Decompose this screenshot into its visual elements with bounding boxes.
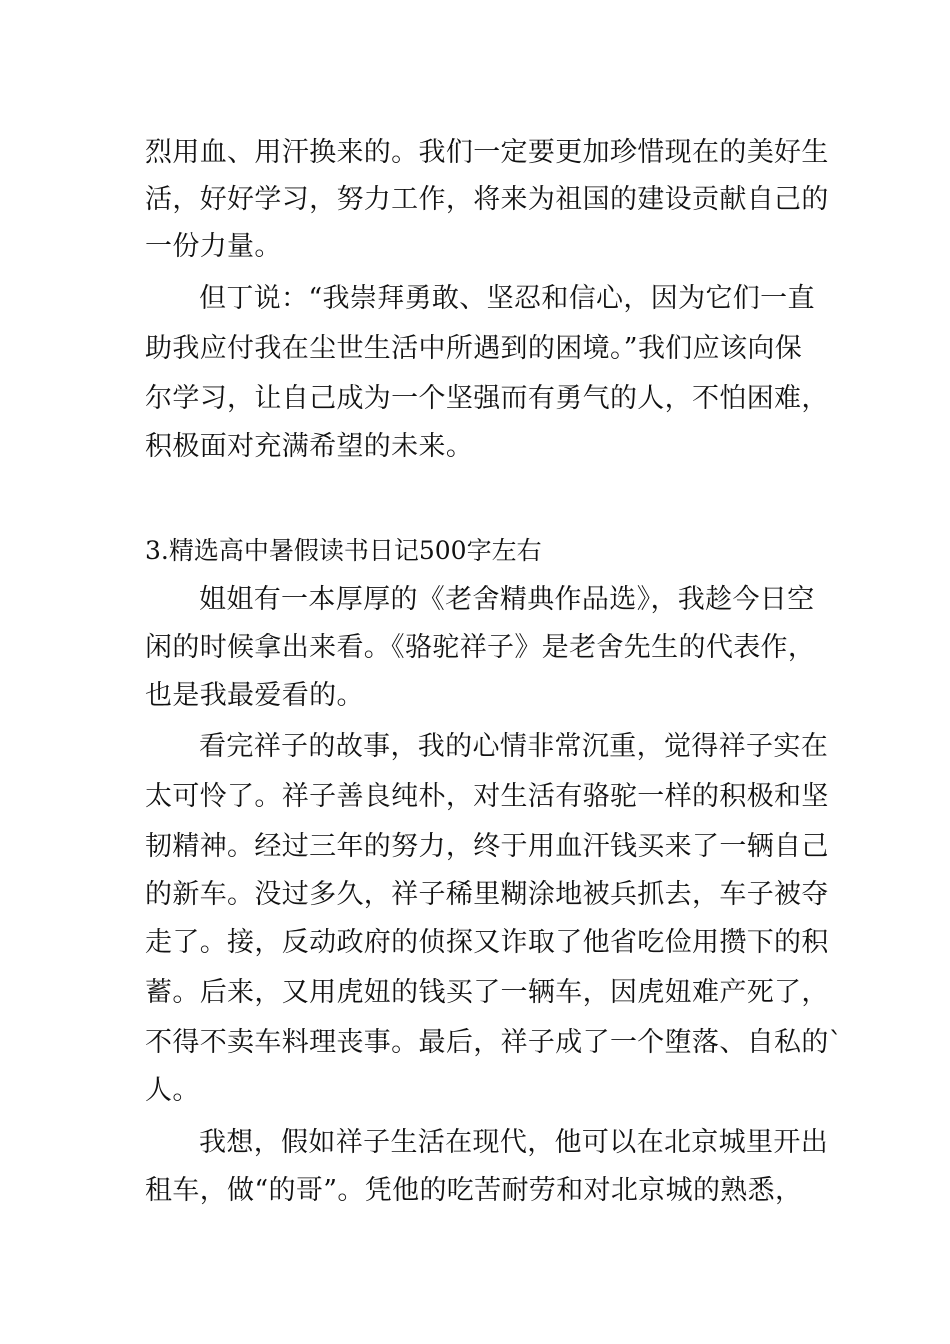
- text-line: 但丁说：“我崇拜勇敢、坚忍和信心，因为它们一直: [199, 283, 815, 314]
- text-line: 韧精神。经过三年的努力，终于用血汗钱买来了一辆自己: [145, 831, 829, 862]
- text-line: 活，好好学习，努力工作，将来为祖国的建设贡献自己的: [145, 184, 829, 215]
- section-heading: 3.精选高中暑假读书日记500字左右: [145, 536, 542, 565]
- text-line: 太可怜了。祥子善良纯朴，对生活有骆驼一样的积极和坚: [145, 781, 829, 812]
- text-line: 不得不卖车料理丧事。最后，祥子成了一个堕落、自私的`: [145, 1027, 843, 1058]
- text-line: 我想，假如祥子生活在现代，他可以在北京城里开出: [199, 1127, 829, 1158]
- text-line: 看完祥子的故事，我的心情非常沉重，觉得祥子实在: [199, 731, 829, 762]
- text-line: 尔学习，让自己成为一个坚强而有勇气的人，不怕困难，: [145, 383, 829, 414]
- text-line: 一份力量。: [145, 231, 282, 262]
- text-line: 也是我最爱看的。: [145, 680, 364, 711]
- text-line: 烈用血、用汗换来的。我们一定要更加珍惜现在的美好生: [145, 137, 829, 168]
- text-line: 姐姐有一本厚厚的《老舍精典作品选》，我趁今日空: [199, 584, 815, 615]
- text-line: 租车，做“的哥”。凭他的吃苦耐劳和对北京城的熟悉，: [145, 1175, 803, 1206]
- text-line: 助我应付我在尘世生活中所遇到的困境。”我们应该向保: [145, 333, 803, 364]
- text-line: 走了。接，反动政府的侦探又诈取了他省吃俭用攒下的积: [145, 927, 829, 958]
- text-line: 蓄。后来，又用虎妞的钱买了一辆车，因虎妞难产死了，: [145, 977, 829, 1008]
- text-line: 闲的时候拿出来看。《骆驼祥子》是老舍先生的代表作，: [145, 632, 816, 663]
- text-line: 人。: [145, 1075, 200, 1106]
- text-line: 积极面对充满希望的未来。: [145, 431, 474, 462]
- text-line: 的新车。没过多久，祥子稀里糊涂地被兵抓去，车子被夺: [145, 879, 829, 910]
